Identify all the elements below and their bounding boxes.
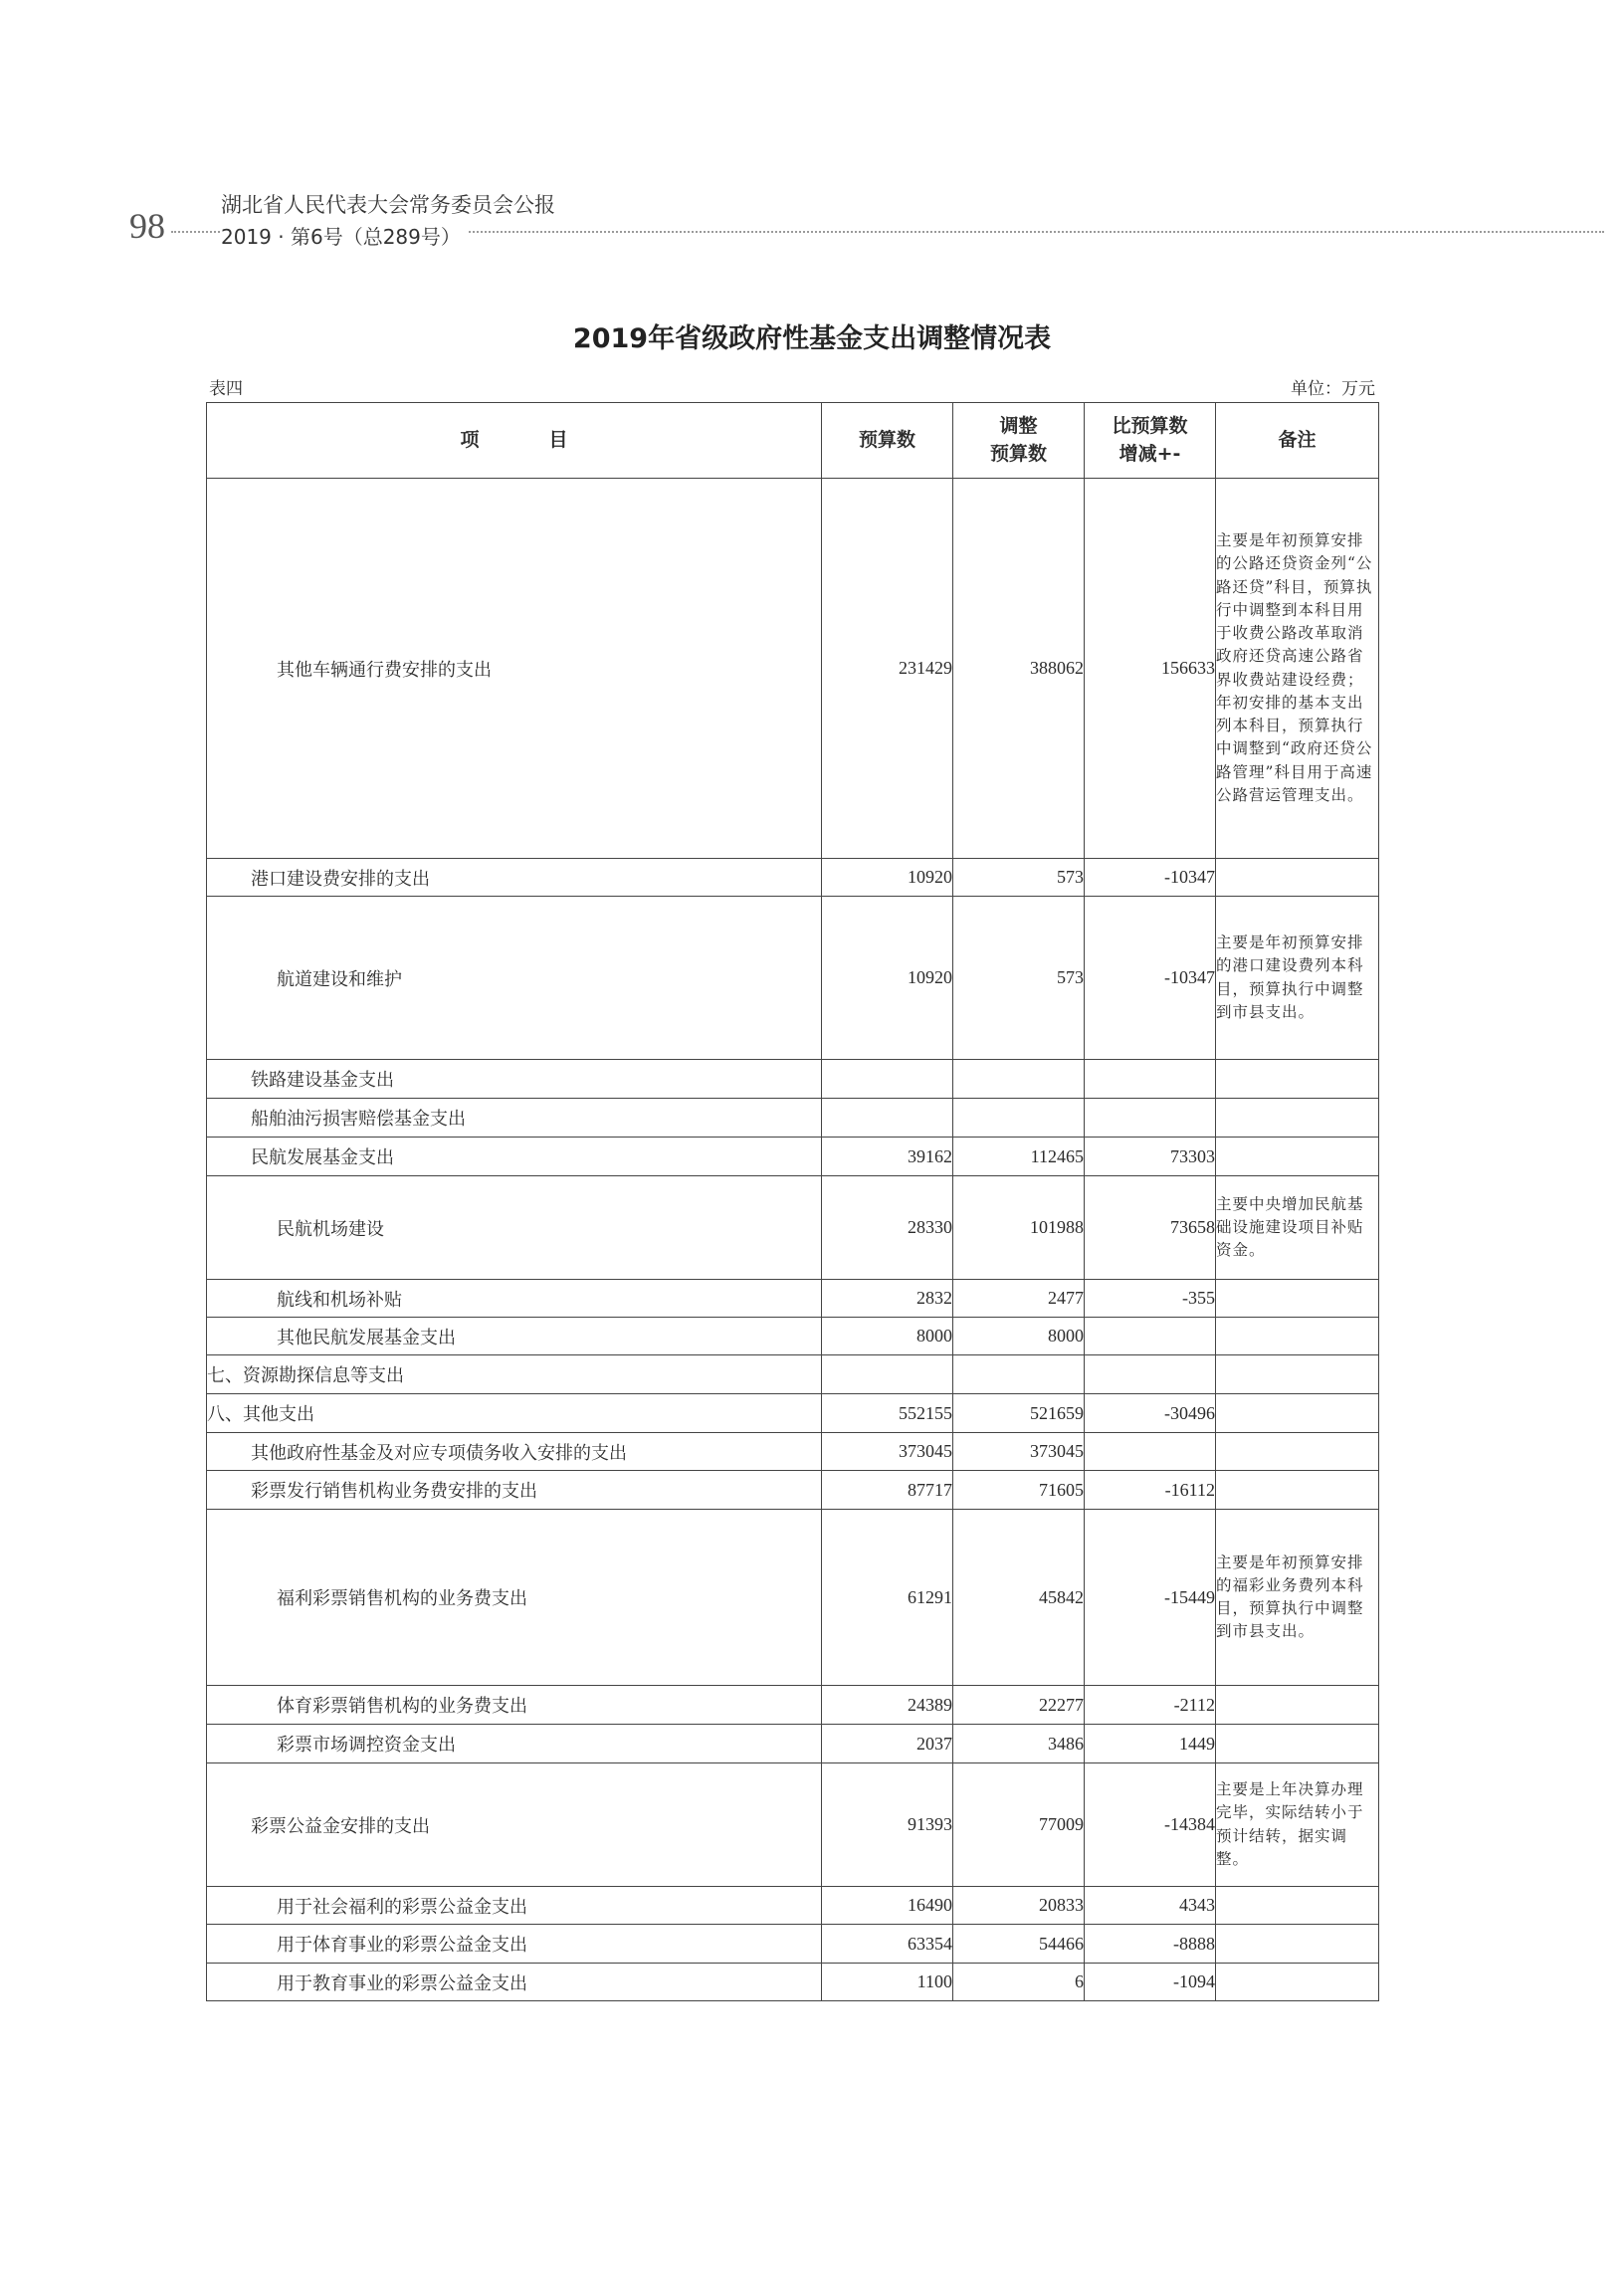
item-cell: 其他政府性基金及对应专项债务收入安排的支出 [207, 1433, 822, 1471]
item-cell: 民航机场建设 [207, 1176, 822, 1280]
adjusted-budget-cell: 20833 [953, 1887, 1085, 1925]
budget-cell: 1100 [822, 1964, 953, 2001]
item-cell: 其他民航发展基金支出 [207, 1318, 822, 1355]
item-cell: 港口建设费安排的支出 [207, 859, 822, 897]
page-number: 98 [129, 206, 165, 246]
note-cell [1216, 1138, 1379, 1176]
table-row [207, 1686, 1379, 1725]
adjusted-budget-cell: 373045 [953, 1433, 1085, 1471]
change-cell [1085, 1433, 1216, 1471]
change-cell: -8888 [1085, 1925, 1216, 1964]
item-cell: 其他车辆通行费安排的支出 [207, 479, 822, 859]
unit-label: 单位：万元 [1291, 379, 1375, 399]
note-cell: 主要是年初预算安排的福彩业务费列本科目，预算执行中调整到市县支出。 [1216, 1510, 1379, 1686]
budget-cell: 61291 [822, 1510, 953, 1686]
budget-cell: 10920 [822, 859, 953, 897]
budget-cell: 87717 [822, 1471, 953, 1510]
note-cell: 主要中央增加民航基础设施建设项目补贴资金。 [1216, 1176, 1379, 1280]
item-cell: 铁路建设基金支出 [207, 1060, 822, 1099]
item-cell: 用于教育事业的彩票公益金支出 [207, 1964, 822, 2001]
change-cell: 1449 [1085, 1725, 1216, 1763]
item-cell: 体育彩票销售机构的业务费支出 [207, 1686, 822, 1725]
budget-cell: 10920 [822, 897, 953, 1060]
header-adjusted [953, 403, 1085, 479]
budget-cell: 8000 [822, 1318, 953, 1355]
note-cell [1216, 859, 1379, 897]
change-cell [1085, 1099, 1216, 1138]
table-number: 表四 [209, 379, 243, 399]
change-cell: -14384 [1085, 1763, 1216, 1887]
adjusted-budget-cell: 3486 [953, 1725, 1085, 1763]
adjusted-budget-cell: 112465 [953, 1138, 1085, 1176]
adjusted-budget-cell: 45842 [953, 1510, 1085, 1686]
change-cell: -1094 [1085, 1964, 1216, 2001]
adjusted-budget-cell [953, 1099, 1085, 1138]
adjusted-budget-cell: 2477 [953, 1280, 1085, 1318]
note-cell [1216, 1725, 1379, 1763]
adjusted-budget-cell: 388062 [953, 479, 1085, 859]
item-cell: 七、资源勘探信息等支出 [207, 1355, 822, 1394]
budget-cell: 552155 [822, 1394, 953, 1433]
budget-cell: 2832 [822, 1280, 953, 1318]
table-row [207, 1887, 1379, 1925]
adjusted-budget-cell: 573 [953, 859, 1085, 897]
budget-cell: 39162 [822, 1138, 953, 1176]
budget-cell [822, 1099, 953, 1138]
note-cell [1216, 1060, 1379, 1099]
change-cell: 73658 [1085, 1176, 1216, 1280]
header-note: 备注 [1216, 403, 1379, 479]
page-header [0, 0, 1624, 259]
change-cell: -10347 [1085, 859, 1216, 897]
budget-cell: 63354 [822, 1925, 953, 1964]
publication-title: 湖北省人民代表大会常务委员会公报 [221, 193, 555, 217]
header-change-line2: 增减+- [1118, 442, 1181, 465]
note-cell [1216, 1355, 1379, 1394]
table-row [207, 1355, 1379, 1394]
note-cell [1216, 1394, 1379, 1433]
budget-cell [822, 1060, 953, 1099]
item-cell: 彩票发行销售机构业务费安排的支出 [207, 1471, 822, 1510]
adjusted-budget-cell: 77009 [953, 1763, 1085, 1887]
table-header-row [207, 403, 1379, 479]
header-budget: 预算数 [822, 403, 953, 479]
item-cell: 彩票市场调控资金支出 [207, 1725, 822, 1763]
header-change-line1: 比预算数 [1112, 414, 1188, 437]
adjusted-budget-cell: 6 [953, 1964, 1085, 2001]
table-row [207, 859, 1379, 897]
note-cell [1216, 1280, 1379, 1318]
change-cell: -30496 [1085, 1394, 1216, 1433]
header-adjusted-line1: 调整 [999, 414, 1038, 437]
change-cell: 73303 [1085, 1138, 1216, 1176]
budget-cell: 28330 [822, 1176, 953, 1280]
budget-cell: 231429 [822, 479, 953, 859]
change-cell: -16112 [1085, 1471, 1216, 1510]
table-row [207, 1060, 1379, 1099]
note-cell [1216, 1318, 1379, 1355]
adjusted-budget-cell [953, 1060, 1085, 1099]
change-cell: 156633 [1085, 479, 1216, 859]
table-row [207, 1510, 1379, 1686]
expenditure-adjustment-table [206, 402, 1379, 2001]
issue-number: 2019 · 第6号（总289号） [221, 221, 467, 250]
item-cell: 民航发展基金支出 [207, 1138, 822, 1176]
note-cell [1216, 1471, 1379, 1510]
change-cell: -2112 [1085, 1686, 1216, 1725]
budget-cell [822, 1355, 953, 1394]
table-title: 2019年省级政府性基金支出调整情况表 [572, 323, 1052, 354]
item-cell: 航道建设和维护 [207, 897, 822, 1060]
change-cell [1085, 1318, 1216, 1355]
table-row [207, 1925, 1379, 1964]
budget-cell: 2037 [822, 1725, 953, 1763]
table-row [207, 479, 1379, 859]
note-cell [1216, 1964, 1379, 2001]
adjusted-budget-cell: 8000 [953, 1318, 1085, 1355]
budget-cell: 373045 [822, 1433, 953, 1471]
adjusted-budget-cell: 101988 [953, 1176, 1085, 1280]
item-cell: 八、其他支出 [207, 1394, 822, 1433]
note-cell: 主要是上年决算办理完毕，实际结转小于预计结转，据实调整。 [1216, 1763, 1379, 1887]
change-cell: 4343 [1085, 1887, 1216, 1925]
note-cell [1216, 1887, 1379, 1925]
change-cell [1085, 1355, 1216, 1394]
change-cell [1085, 1060, 1216, 1099]
table-row [207, 1099, 1379, 1138]
table-row [207, 1964, 1379, 2001]
table-row [207, 1394, 1379, 1433]
table-row [207, 1433, 1379, 1471]
item-cell: 用于社会福利的彩票公益金支出 [207, 1887, 822, 1925]
table-row [207, 1176, 1379, 1280]
header-item: 项目 [207, 403, 822, 479]
table-row [207, 1138, 1379, 1176]
adjusted-budget-cell: 521659 [953, 1394, 1085, 1433]
item-cell: 福利彩票销售机构的业务费支出 [207, 1510, 822, 1686]
adjusted-budget-cell: 54466 [953, 1925, 1085, 1964]
table-row [207, 1318, 1379, 1355]
item-cell: 船舶油污损害赔偿基金支出 [207, 1099, 822, 1138]
change-cell: -355 [1085, 1280, 1216, 1318]
table-body [207, 479, 1379, 2001]
item-cell: 用于体育事业的彩票公益金支出 [207, 1925, 822, 1964]
note-cell [1216, 1099, 1379, 1138]
budget-cell: 91393 [822, 1763, 953, 1887]
budget-cell: 16490 [822, 1887, 953, 1925]
table-row [207, 1471, 1379, 1510]
header-change [1085, 403, 1216, 479]
note-cell: 主要是年初预算安排的公路还贷资金列“公路还贷”科目，预算执行中调整到本科目用于收费公路改革取消政府还贷高速公路省界收费站建设经费；年初安排的基本支出列本科目，预算执行中调整到“政府还贷公路管理”科目用于高速公路营运管理支出。 [1216, 479, 1379, 859]
budget-cell: 24389 [822, 1686, 953, 1725]
item-cell: 彩票公益金安排的支出 [207, 1763, 822, 1887]
change-cell: -15449 [1085, 1510, 1216, 1686]
header-adjusted-line2: 预算数 [989, 442, 1047, 465]
adjusted-budget-cell: 573 [953, 897, 1085, 1060]
table-row [207, 897, 1379, 1060]
adjusted-budget-cell: 71605 [953, 1471, 1085, 1510]
adjusted-budget-cell [953, 1355, 1085, 1394]
note-cell [1216, 1686, 1379, 1725]
note-cell: 主要是年初预算安排的港口建设费列本科目，预算执行中调整到市县支出。 [1216, 897, 1379, 1060]
note-cell [1216, 1925, 1379, 1964]
table-row [207, 1725, 1379, 1763]
table-row [207, 1280, 1379, 1318]
note-cell [1216, 1433, 1379, 1471]
table-row [207, 1763, 1379, 1887]
adjusted-budget-cell: 22277 [953, 1686, 1085, 1725]
change-cell: -10347 [1085, 897, 1216, 1060]
item-cell: 航线和机场补贴 [207, 1280, 822, 1318]
